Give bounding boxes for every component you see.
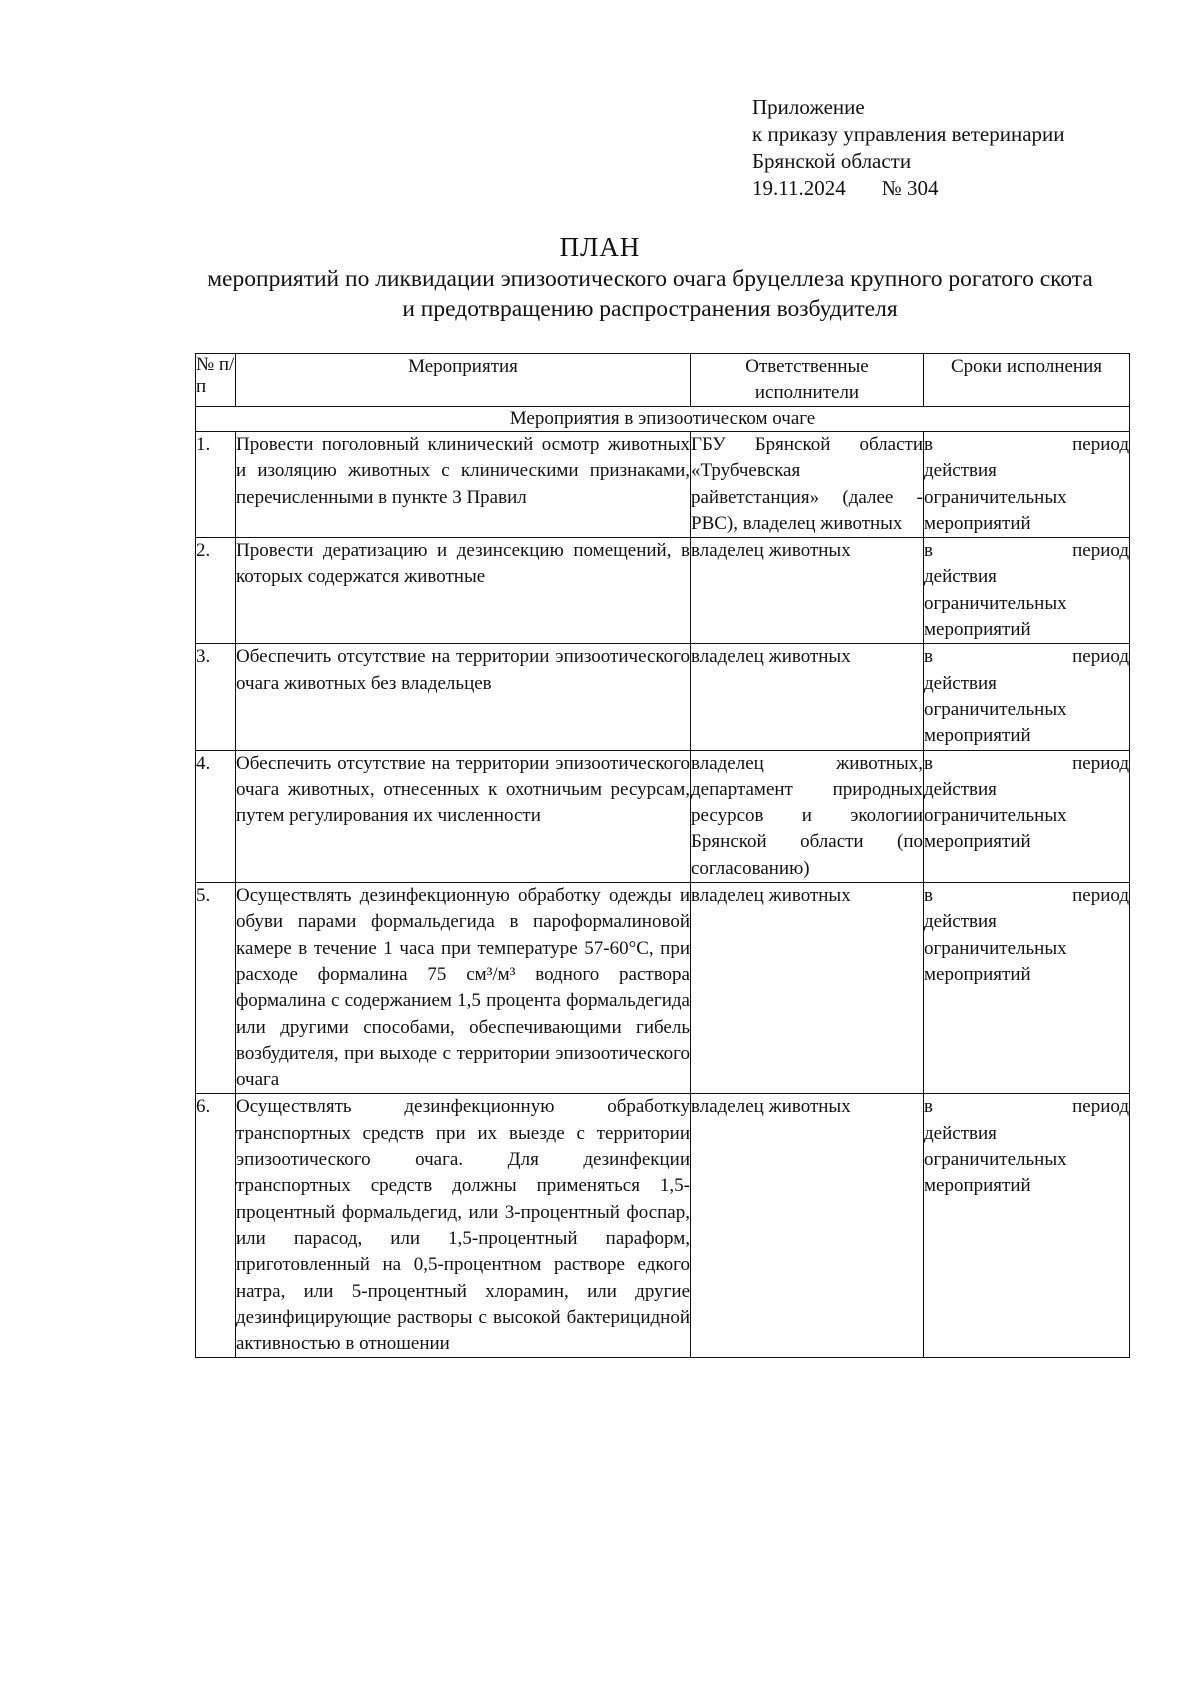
column-header-num: № п/п xyxy=(196,354,236,407)
row-measure: Провести дератизацию и дезинсекцию помещений, в которых содержатся животные xyxy=(236,538,691,644)
term-word-period: период xyxy=(1072,752,1129,774)
term-rest: действия ограничительных мероприятий xyxy=(924,460,1067,534)
table-row xyxy=(196,644,1130,750)
table-header-row xyxy=(196,354,1130,407)
term-rest: действия ограничительных мероприятий xyxy=(924,911,1067,985)
row-measure: Обеспечить отсутствие на территории эпизоотического очага животных, отнесенных к охотничьим ресурсам, путем регулирования их численности xyxy=(236,750,691,882)
order-number: № 304 xyxy=(881,176,939,200)
row-responsible: владелец животных, департамент природных ресурсов и экологии Брянской области (по согласованию) xyxy=(691,750,924,882)
term-rest: действия ограничительных мероприятий xyxy=(924,1122,1067,1197)
term-word-in: в xyxy=(924,646,933,668)
row-term xyxy=(924,1094,1130,1358)
table-row xyxy=(196,538,1130,644)
row-number: 1. xyxy=(196,432,236,538)
row-term xyxy=(924,538,1130,644)
section-title: Мероприятия в эпизоотическом очаге xyxy=(196,407,1130,432)
order-date: 19.11.2024 xyxy=(752,176,846,200)
row-number: 2. xyxy=(196,538,236,644)
term-word-in: в xyxy=(924,752,933,774)
term-word-period: период xyxy=(1072,434,1129,455)
appendix-region: Брянской области xyxy=(752,149,912,173)
table-row xyxy=(196,432,1130,538)
row-term xyxy=(924,750,1130,882)
column-header-terms: Сроки исполнения xyxy=(924,354,1130,407)
row-responsible: владелец животных xyxy=(691,1094,924,1358)
appendix-header xyxy=(752,94,1065,202)
plan-table xyxy=(195,353,1130,1358)
column-header-measures: Мероприятия xyxy=(236,354,691,407)
term-word-in: в xyxy=(924,1096,933,1118)
document-title: ПЛАН xyxy=(559,232,641,262)
term-rest: действия ограничительных мероприятий xyxy=(924,778,1067,853)
row-measure: Обеспечить отсутствие на территории эпизоотического очага животных без владельцев xyxy=(236,644,691,750)
row-term xyxy=(924,644,1130,750)
section-row xyxy=(196,407,1130,432)
table-row xyxy=(196,1094,1130,1358)
row-measure: Осуществлять дезинфекционную обработку одежды и обуви парами формальдегида в пароформалиновой камере в течение 1 часа при температуре 57-60°С, при расходе формалина 75 см³/м³ водного раствора формалина с содержанием 1,5 процента формальдегида или другими способами, обеспечивающими гибель возбудителя, при выходе с территории эпизоотического очага xyxy=(236,883,691,1094)
row-responsible: владелец животных xyxy=(691,538,924,644)
term-rest: действия ограничительных мероприятий xyxy=(924,566,1067,641)
term-word-in: в xyxy=(924,885,933,907)
column-header-responsible: Ответственные исполнители xyxy=(691,354,924,407)
row-number: 5. xyxy=(196,883,236,1094)
term-word-period: период xyxy=(1072,540,1129,562)
row-number: 4. xyxy=(196,750,236,882)
row-number: 3. xyxy=(196,644,236,750)
appendix-date-number xyxy=(752,175,1065,202)
document-subtitle: мероприятий по ликвидации эпизоотического очага бруцеллеза крупного рогатого скота и предотвращению распространения возбудителя xyxy=(207,266,1093,322)
term-word-period: период xyxy=(1072,646,1129,668)
appendix-label: Приложение xyxy=(752,95,865,119)
table-row xyxy=(196,750,1130,882)
row-number: 6. xyxy=(196,1094,236,1358)
term-word-in: в xyxy=(924,434,933,455)
row-measure: Осуществлять дезинфекционную обработку транспортных средств при их выезде с территории эпизоотического очага. Для дезинфекции транспортных средств должны применяться 1,5-процентный формальдегид, или 3-процентный фоспар, или парасод, или 1,5-процентный параформ, приготовленный на 0,5-процентном растворе едкого натра, или 5-процентный хлорамин, или другие дезинфицирующие растворы с высокой бактерицидной активностью в отношении xyxy=(236,1094,691,1358)
row-measure: Провести поголовный клинический осмотр животных и изоляцию животных с клиническими признаками, перечисленными в пункте 3 Правил xyxy=(236,432,691,538)
row-responsible: владелец животных xyxy=(691,644,924,750)
term-rest: действия ограничительных мероприятий xyxy=(924,672,1067,747)
row-responsible: ГБУ Брянской области «Трубчевская райветстанция» (далее - РВС), владелец животных xyxy=(691,432,924,538)
row-term xyxy=(924,883,1130,1094)
term-word-period: период xyxy=(1072,1096,1129,1118)
term-word-in: в xyxy=(924,540,933,562)
term-word-period: период xyxy=(1072,885,1129,907)
row-term xyxy=(924,432,1130,538)
row-responsible: владелец животных xyxy=(691,883,924,1094)
appendix-order-ref: к приказу управления ветеринарии xyxy=(752,122,1065,146)
table-row xyxy=(196,883,1130,1094)
